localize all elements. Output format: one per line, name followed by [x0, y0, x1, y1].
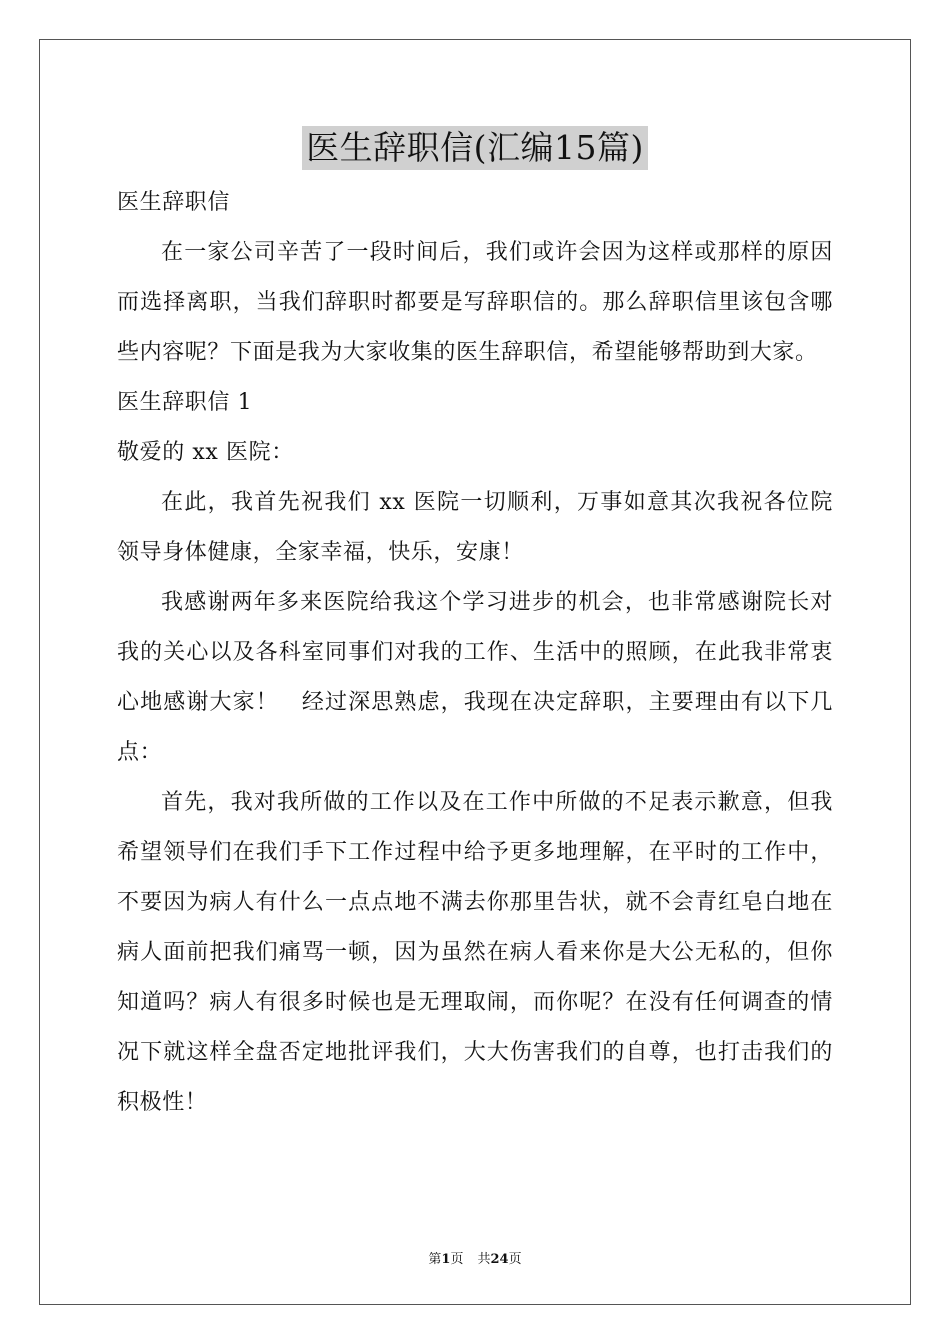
page-suffix: 页 [450, 1252, 464, 1267]
total-suffix: 页 [508, 1252, 522, 1267]
body-paragraph: 在一家公司辛苦了一段时间后，我们或许会因为这样或那样的原因而选择离职，当我们辞职时都要是写辞职信的。那么辞职信里该包含哪些内容呢？下面是我为大家收集的医生辞职信，希望能够帮助到大家。 [117, 240, 833, 365]
body-paragraph: 我感谢两年多来医院给我这个学习进步的机会，也非常感谢院长对我的关心以及各科室同事们对我的工作、生活中的照顾，在此我非常衷心地感谢大家！ 经过深思熟虑，我现在决定辞职，主要理由有以下几点： [117, 590, 833, 765]
total-prefix: 共 [477, 1252, 491, 1267]
section-heading: 医生辞职信 [117, 190, 231, 215]
page-footer [0, 1248, 950, 1267]
page-prefix: 第 [428, 1252, 442, 1267]
document-title: 医生辞职信(汇编15篇) [302, 126, 648, 170]
document-body [117, 178, 833, 1128]
body-paragraph: 在此，我首先祝我们 xx 医院一切顺利，万事如意其次我祝各位院领导身体健康，全家幸福，快乐，安康！ [117, 490, 833, 565]
body-paragraph: 首先，我对我所做的工作以及在工作中所做的不足表示歉意，但我希望领导们在我们手下工作过程中给予更多地理解，在平时的工作中，不要因为病人有什么一点点地不满去你那里告状，就不会青红皂白地在病人面前把我们痛骂一顿，因为虽然在病人看来你是大公无私的，但你知道吗？病人有很多时候也是无理取闹，而你呢？在没有任何调查的情况下就这样全盘否定地批评我们，大大伤害我们的自尊，也打击我们的积极性！ [117, 790, 833, 1115]
total-pages: 24 [490, 1252, 509, 1267]
page-number: 1 [441, 1252, 451, 1267]
section-heading: 医生辞职信 1 [117, 390, 253, 415]
title-container [0, 126, 950, 170]
salutation: 敬爱的 xx 医院： [117, 440, 294, 465]
